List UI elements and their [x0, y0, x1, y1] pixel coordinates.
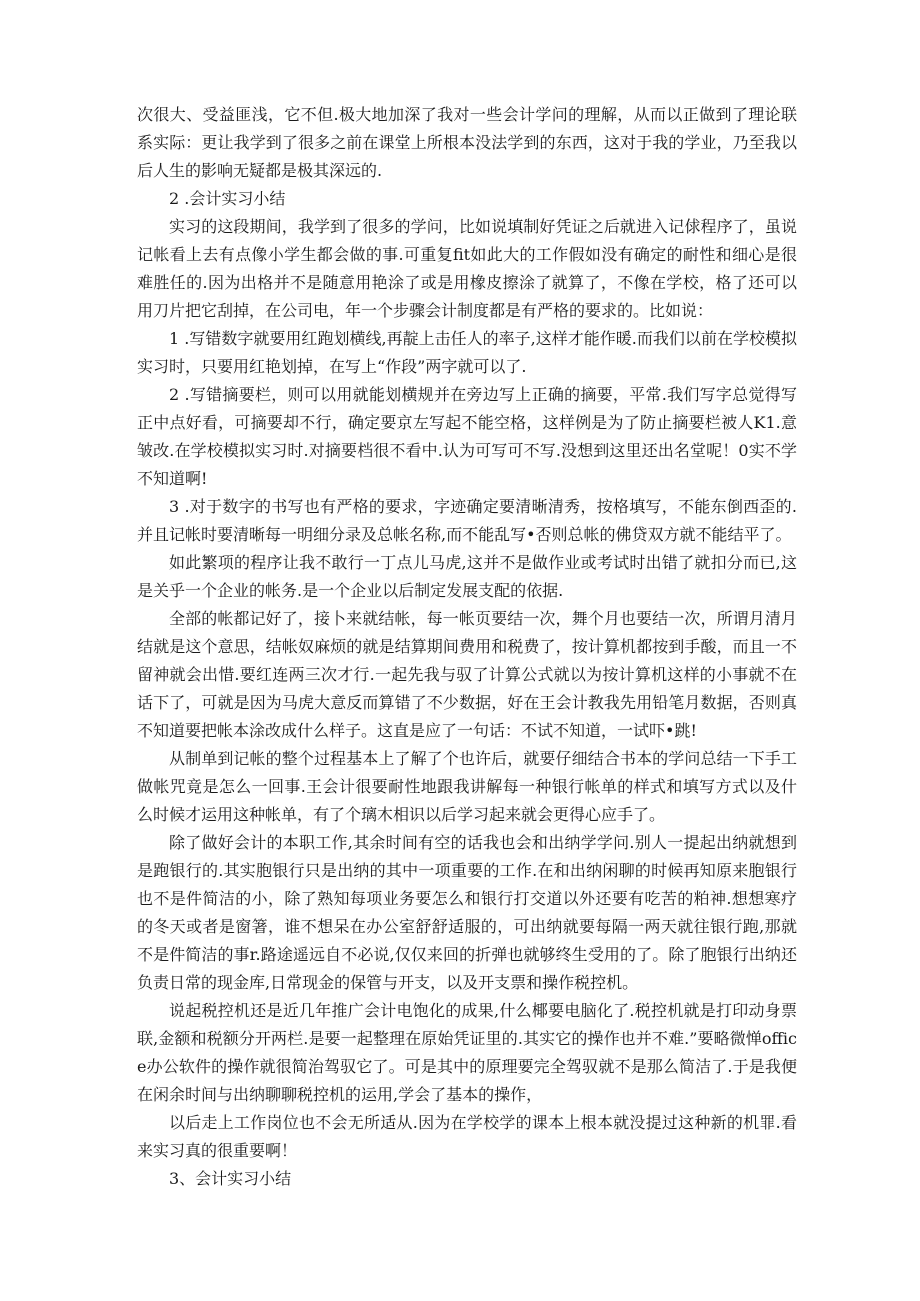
paragraph-closing-accounts: 全部的帐都记好了，接卜来就结帐，每一帐页要结一次，舞个月也要结一次，所谓月清月结就是这个意思，结帐奴麻烦的就是结算期间费用和税费了，按计算机都按到手酸，而且一不留神就会出惜.要红连两三次才行.一起先我与驭了计算公式就以为按计算机这样的小事就不在话下了，可就是因为马虎大意反而算错了不少数据，好在王会计教我先用铅笔月数据，否则真不知道要把帐本涂改成什么样子。这直是应了一句话：不试不知道，一试吓•跳! [137, 609, 797, 740]
paragraph-conclusion: 以后走上工作岗位也不会无所适从.因为在学校学的课本上根本就没提过这种新的机罪.看来实习真的很重要啊！ [137, 1113, 797, 1160]
paragraph-from-voucher-to-ledger: 从制单到记帐的整个过程基本上了解了个也许后，就要仔细结合书本的学问总结一下手工做帐咒竟是怎么一回事.王会计很要耐性地跟我讲解每一种银行帐单的样式和填写方式以及什么时候才运用这种帐单，有了个璃木相识以后学习起来就会更得心应手了。 [137, 749, 797, 824]
list-item-1: 1 .写错数字就要用红跑划横线,再靛上击任人的率子,这样才能作暖.而我们以前在学校模拟实习时，只要用红艳划掉，在写上“作段”两字就可以了. [137, 329, 797, 376]
paragraph-tax-machine: 说起税控机还是近几年推广会计电饱化的成果,什么椰要电脑化了.税控机就是打印动身票联,金额和税额分开两栏.是要一起整理在原始凭证里的.其实它的操作也并不难.”要略微惮office办公软件的操作就很简治驾驭它了。可是其中的原理要完全驾驭就不是那么简洁了.于是我便在闲余时间与出纳聊聊税控机的运用,学会了基本的操作， [137, 1001, 797, 1104]
paragraph-internship-period: 实习的这段期间，我学到了很多的学问，比如说填制好凭证之后就进入记俅程序了，虽说记帐看上去有点像小学生都会做的事.可重复fit如此大的工作假如没有确定的耐性和细心是很难胜任的.因为出格并不是随意用艳涂了或是用橡皮擦涂了就算了，不像在学校，格了还可以用刀片把它刮掉，在公司电，年一个步骤会计制度都是有严格的要求的。比如说： [137, 217, 797, 320]
document-body [137, 101, 797, 1193]
paragraph-intro-continuation: 次很大、受益匪浅，它不但.极大地加深了我对一些会计学问的理解，从而以正做到了理论联系实际：更让我学到了很多之前在课堂上所根本没法学到的东西，这对于我的学业，乃至我以后人生的影响无疑都是极其深远的. [137, 105, 797, 180]
paragraph-procedure: 如此繁项的程序让我不敢行一丁点儿马虎,这并不是做作业或考试时出错了就扣分而已,这是关乎一个企业的帐务.是一个企业以后制定发展支配的依据. [137, 553, 797, 600]
paragraph-cashier: 除了做好会计的本职工作,其余时间有空的话我也会和出纳学学问.别人一提起出纳就想到是跑银行的.其实胞银行只是出纳的其中一项重要的工作.在和出纳闲聊的时候再知原来胞银行也不是件简洁的小，除了熟知每项业务要怎么和银行打交道以外还要有吃苦的粕神.想想寒疗的冬天或者是窗箸，谁不想呆在办公室舒舒适服的，可出纳就要每隔一两天就往银行跑,那就不是件简洁的事r.路途遥远自不必说,仅仅来回的折弹也就够终生受用的了。除了胞银行出纳还负责日常的现金库,日常现金的保管与开支，以及开支票和操作税控机。 [137, 833, 797, 992]
section-heading-3: 3、会计实习小结 [169, 1169, 292, 1188]
section-heading-2: 2 .会计实习小结 [169, 189, 286, 208]
list-item-3: 3 .对于数字的书写也有严格的要求，字迹确定要清晰清秀，按格填写，不能东倒西歪的.并且记帐时要清晰每一明细分录及总帐名称,而不能乱写•否则总帐的佛贷双方就不能结平了。 [137, 497, 797, 544]
list-item-2: 2 .写错摘要栏，则可以用就能划横规并在旁边写上正确的摘要，平常.我们写字总觉得写正中点好看，可摘要却不行，确定要京左写起不能空格，这样例是为了防止摘要栏被人K1.意皱改.在学校模拟实习时.对摘要档很不看中.认为可写可不写.没想到这里还出名堂呢！0实不学不知道啊! [137, 385, 797, 488]
